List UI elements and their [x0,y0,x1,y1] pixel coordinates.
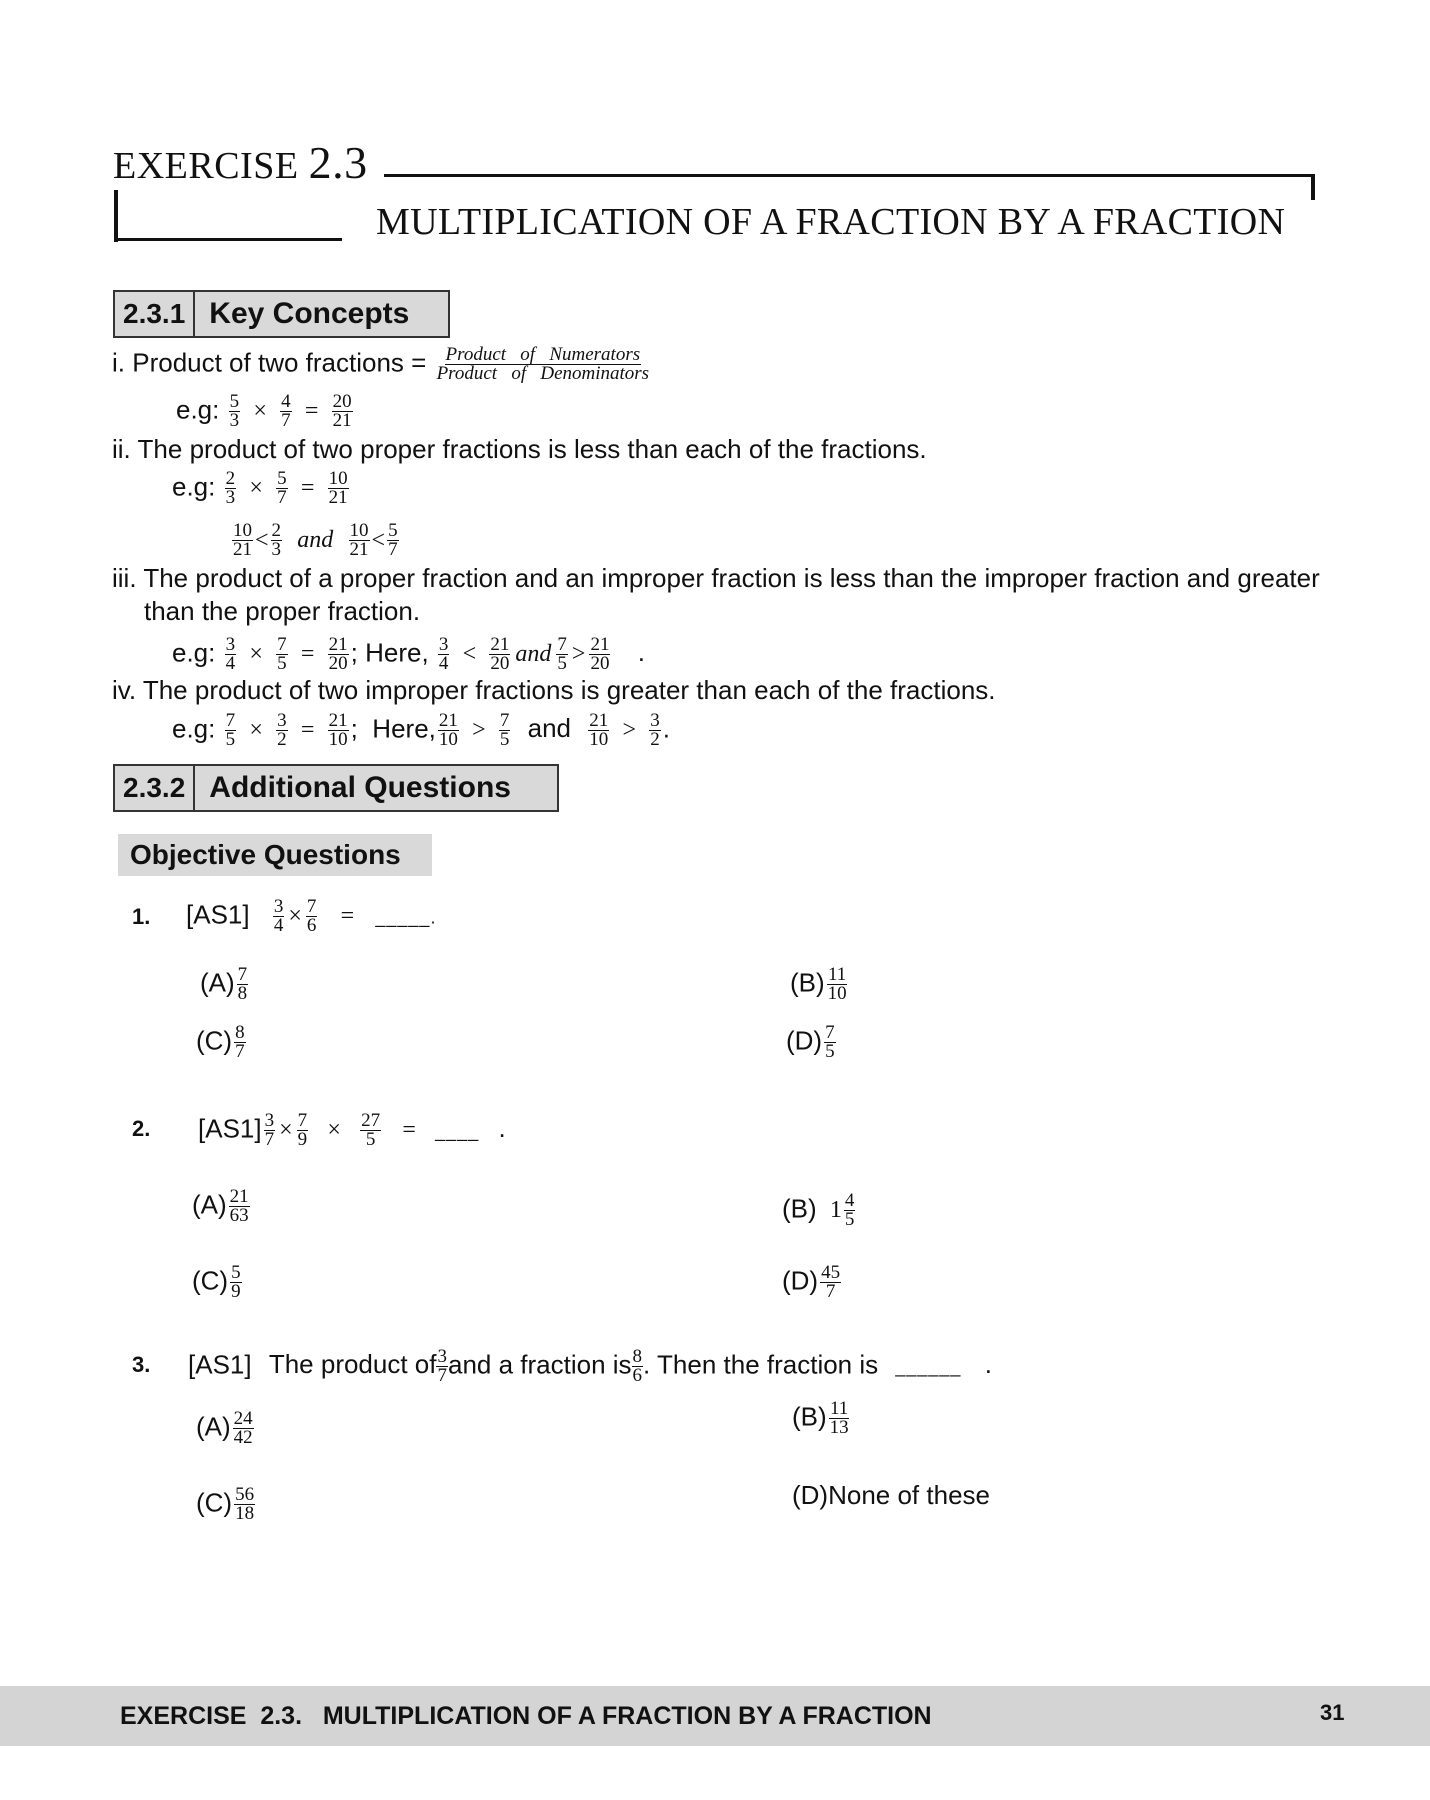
question-1 [186,898,436,935]
numerator: 5 [229,391,240,412]
numerator: 10 [233,520,252,541]
example-label: e.g: [176,394,220,425]
fraction [234,1024,246,1061]
denominator: 20 [328,653,348,674]
page-number: 31 [1320,1700,1345,1725]
and-word: and [527,713,572,744]
header-rule-tick-right [1311,174,1315,200]
period: . [662,713,671,744]
numerator: 7 [237,964,248,985]
numerator: 4 [844,1190,855,1211]
question-text: . Then the fraction is [643,1349,879,1380]
numerator: 8 [632,1346,643,1367]
answer-blank: ____ [435,1121,480,1142]
equals-sign: = [402,1117,416,1144]
denominator: 10 [827,983,847,1004]
denominator: 18 [235,1503,255,1524]
numerator: 21 [438,710,458,731]
period: . [637,637,645,668]
fraction [225,712,237,749]
concept-roman: iii. [112,563,137,593]
numerator: 3 [277,710,287,731]
answer-blank: _____. [375,907,437,928]
times-sign: × [327,1117,341,1144]
section-label: Key Concepts [209,297,410,330]
numerator: 3 [264,1110,275,1131]
section-number: 2.3.2 [115,766,195,810]
numerator: 20 [332,391,352,412]
times-sign: × [249,641,263,668]
concept-text: Product of two fractions = [132,347,427,378]
section-header-additional-questions [113,764,559,812]
option-label: (A) [196,1411,231,1442]
numerator: 7 [297,1110,308,1131]
fraction [649,712,661,749]
option-c[interactable] [196,1486,257,1523]
concept-iii-example [172,636,645,673]
fraction [824,1024,836,1061]
question-tag: [AS1] [198,1113,262,1144]
fraction [229,1188,250,1225]
option-label: (C) [196,1487,233,1518]
concept-roman: iv. [112,675,137,705]
denominator: 63 [229,1205,249,1226]
numerator: 2 [225,468,236,489]
equals-sign: = [304,398,319,425]
option-label: (D) [786,1025,823,1056]
header-rule-left [114,238,342,241]
denominator: 7 [264,1129,275,1150]
section-number: 2.3.1 [115,292,195,336]
numerator: 7 [825,1022,835,1043]
option-b[interactable] [790,966,850,1003]
fraction [438,712,459,749]
option-b[interactable] [792,1400,852,1437]
fraction [589,636,610,673]
and-word: and [297,527,334,554]
denominator: 20 [490,653,510,674]
fraction [332,393,353,430]
times-sign: × [288,903,302,930]
denominator: 5 [277,653,287,674]
option-label: (A) [200,967,235,998]
equals-sign: = [300,475,315,502]
numerator: 24 [233,1408,253,1429]
denominator: 3 [271,539,282,560]
fraction [499,712,511,749]
denominator: 9 [297,1129,308,1150]
times-sign: × [249,475,263,502]
option-d[interactable] [786,1024,838,1061]
here-text: ; Here, [350,637,429,668]
numerator: 21 [490,634,510,655]
numerator: 7 [225,710,236,731]
denominator: 5 [499,729,510,750]
numerator: 4 [281,391,291,412]
fraction [436,1348,448,1385]
denominator: 4 [438,653,449,674]
denominator: 42 [233,1427,253,1448]
option-label: (C) [196,1025,233,1056]
numerator: 10 [328,468,348,489]
option-text: None of these [828,1480,990,1510]
times-sign: × [249,717,263,744]
fraction [237,966,249,1003]
denominator: 7 [277,487,287,508]
mixed-whole: 1 [829,1197,842,1224]
fraction [280,393,292,430]
denominator: 5 [557,653,567,674]
less-than-sign: < [371,527,386,554]
greater-than-sign: > [622,717,637,744]
numerator: 5 [231,1262,241,1283]
numerator: 56 [235,1484,255,1505]
greater-than-sign: > [571,641,586,668]
fraction [225,636,237,673]
question-tag: [AS1] [186,899,250,930]
numerator: 7 [277,634,287,655]
equals-sign: = [300,717,315,744]
fraction [273,898,285,935]
denominator: 5 [225,729,236,750]
section-header-key-concepts [113,290,450,338]
denominator: 2 [650,729,660,750]
denominator: 20 [590,653,610,674]
denominator: 3 [229,410,240,431]
denominator: 13 [829,1417,849,1438]
example-label: e.g: [172,471,216,502]
numerator: 21 [590,634,610,655]
denominator: 10 [438,729,458,750]
fraction [632,1348,644,1385]
concept-roman: ii. [112,434,131,464]
fraction [489,636,510,673]
denominator: 21 [328,487,348,508]
footer-title: EXERCISE 2.3. MULTIPLICATION OF A FRACTION BY A FRACTION [120,1702,932,1730]
question-text: and a fraction is [447,1349,632,1380]
numerator: 8 [235,1022,245,1043]
denominator: 21 [349,539,369,560]
example-label: e.g: [172,637,216,668]
times-sign: × [253,398,267,425]
here-text: ; Here, [350,713,436,744]
fraction [271,522,283,559]
numerator: 21 [328,710,348,731]
denominator: 3 [225,487,236,508]
fraction [229,393,241,430]
option-a[interactable] [200,966,250,1003]
denominator: 7 [825,1281,836,1302]
numerator: 21 [229,1186,249,1207]
denominator: 5 [844,1209,855,1230]
question-2 [198,1112,506,1149]
greater-than-sign: > [472,717,486,744]
option-label: (B) [792,1401,827,1432]
answer-blank: ______ [895,1357,962,1378]
denominator: 21 [332,410,352,431]
option-label: (A) [192,1189,227,1220]
fraction [820,1264,841,1301]
concept-iii-text2: than the proper fraction. [144,596,421,626]
denominator: 9 [231,1281,241,1302]
option-c[interactable] [192,1264,244,1301]
header-rule-tick-left [114,190,118,242]
fraction [829,1400,850,1437]
numerator: 5 [388,520,398,541]
question-number: 2. [132,1116,151,1141]
denominator: 8 [237,983,248,1004]
concept-iii [112,563,1320,594]
option-c[interactable] [196,1024,248,1061]
fraction [276,712,288,749]
option-d[interactable] [782,1264,843,1301]
fraction [349,522,370,559]
fraction [276,470,288,507]
fraction [276,636,288,673]
option-label: (B) [790,967,825,998]
fraction [387,522,399,559]
less-than-sign: < [255,527,269,554]
exercise-subtitle: MULTIPLICATION OF A FRACTION BY A FRACTION [376,201,1286,243]
denominator: 4 [225,653,236,674]
denominator: 5 [825,1041,835,1062]
period: . [498,1113,506,1144]
fraction [233,1410,254,1447]
less-than-sign: < [462,641,477,668]
concept-formula [436,346,651,383]
fraction [306,898,318,935]
option-d[interactable] [792,1480,990,1511]
concept-text: The product of two improper fractions is greater than each of the fractions. [142,675,996,705]
equals-sign: = [300,641,315,668]
denominator: 6 [632,1365,643,1386]
concept-ii [112,434,927,465]
denominator: 7 [437,1365,447,1386]
fraction [556,636,568,673]
equals-sign: = [340,903,355,930]
fraction [588,712,609,749]
concept-text: The product of a proper fraction and an improper fraction is less than the improper fraction and greater [143,563,1320,593]
fraction [328,636,349,673]
header-rule-top [384,174,1314,177]
fraction [827,966,848,1003]
denominator: 7 [235,1041,245,1062]
fraction [264,1112,276,1149]
question-tag: [AS1] [188,1349,252,1380]
numerator: 7 [499,710,510,731]
numerator: 11 [828,964,847,985]
numerator: 3 [437,1346,447,1367]
numerator: 27 [361,1110,381,1131]
denominator: 6 [306,915,317,936]
numerator: 10 [349,520,369,541]
objective-questions-heading: Objective Questions [118,834,432,876]
denominator: 7 [281,410,291,431]
option-a[interactable] [192,1188,252,1225]
fraction [232,522,253,559]
denominator: 10 [589,729,609,750]
formula-numerator: Product of Numerators [445,344,641,365]
numerator: 7 [557,634,567,655]
fraction [328,712,349,749]
exercise-word: EXERCISE [113,145,299,187]
concept-text: The product of two proper fractions is less than each of the fractions. [137,434,927,464]
denominator: 5 [365,1129,376,1150]
numerator: 21 [589,710,609,731]
option-label: (D) [782,1265,819,1296]
example-label: e.g: [172,713,216,744]
fraction [234,1486,255,1523]
option-label: (B) [782,1193,817,1224]
concept-iv [112,675,996,706]
fraction [225,470,237,507]
numerator: 3 [438,634,449,655]
numerator: 3 [225,634,236,655]
denominator: 10 [328,729,348,750]
concept-iv-example [172,712,670,749]
concept-i-example [176,393,355,430]
fraction [844,1192,856,1229]
numerator: 5 [277,468,287,489]
section-label: Additional Questions [209,771,511,804]
numerator: 21 [328,634,348,655]
question-number: 1. [132,904,151,929]
concept-roman: i. [112,347,125,378]
concept-i [112,346,652,383]
concept-ii-example [172,470,351,507]
denominator: 4 [273,915,284,936]
fraction [328,470,349,507]
and-word: and [515,641,552,668]
question-number: 3. [132,1352,151,1377]
denominator: 7 [388,539,398,560]
option-label: (C) [192,1265,229,1296]
denominator: 2 [277,729,287,750]
times-sign: × [279,1117,293,1144]
question-text: The product of [268,1349,437,1380]
option-b[interactable] [782,1192,857,1229]
exercise-number: 2.3 [308,137,368,188]
numerator: 2 [271,520,282,541]
period: . [984,1349,992,1380]
numerator: 3 [650,710,660,731]
fraction [297,1112,309,1149]
exercise-title [113,136,368,189]
option-label: (D) [792,1480,829,1510]
question-3 [188,1348,992,1385]
numerator: 45 [821,1262,841,1283]
formula-denominator: Product of Denominators [436,363,650,384]
fraction [360,1112,381,1149]
denominator: 21 [233,539,252,560]
option-a[interactable] [196,1410,256,1447]
numerator: 3 [273,896,284,917]
numerator: 7 [306,896,317,917]
concept-ii-comparison [230,522,401,559]
fraction [230,1264,242,1301]
fraction [438,636,450,673]
numerator: 11 [830,1398,849,1419]
